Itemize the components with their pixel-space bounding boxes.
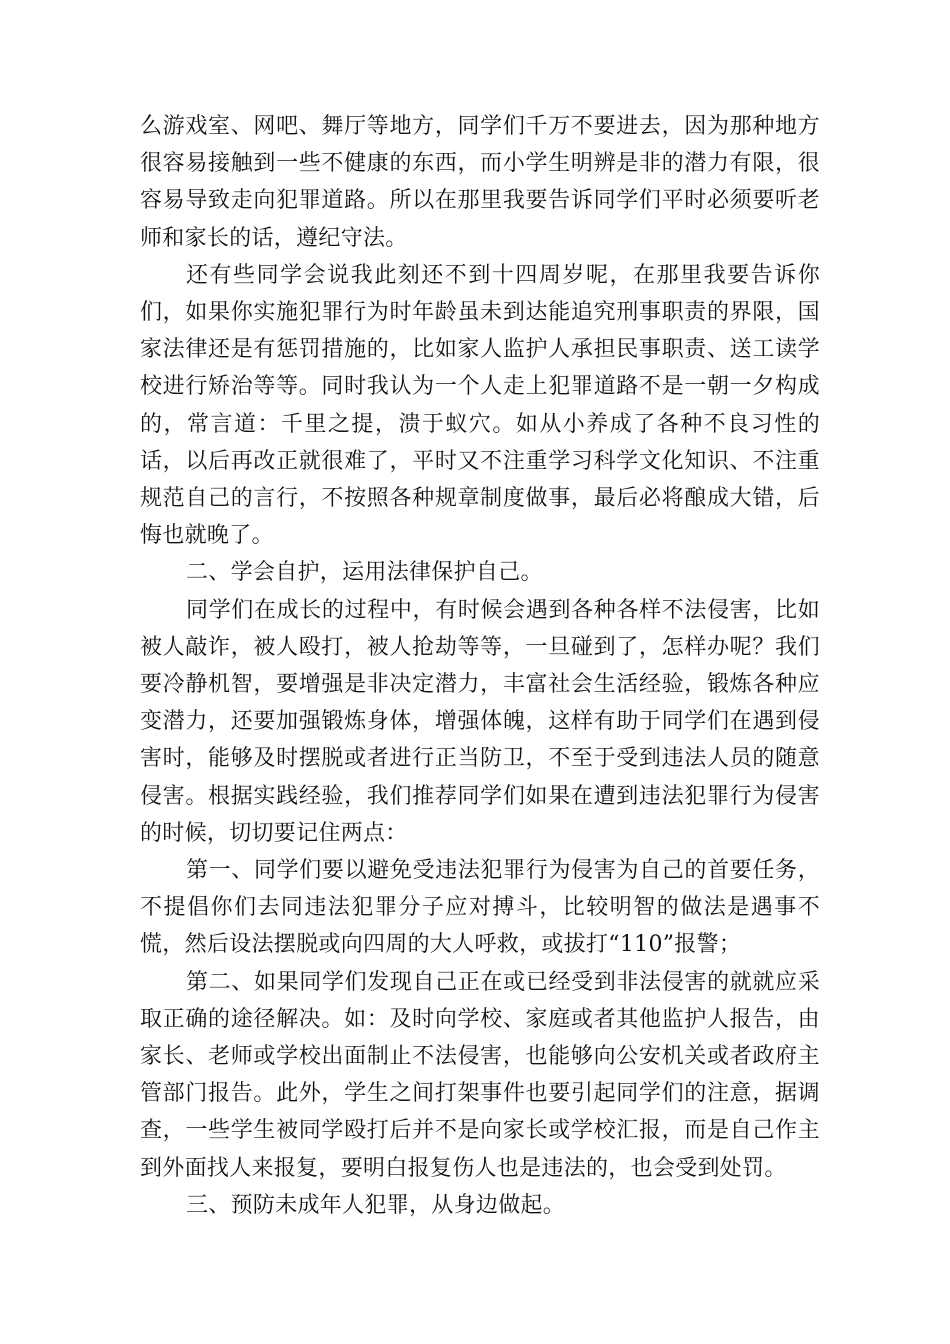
paragraph-age-responsibility: 还有些同学会说我此刻还不到十四周岁呢，在那里我要告诉你们，如果你实施犯罪行为时年龄虽未到达能追究刑事职责的界限，国家法律还是有惩罚措施的，比如家人监护人承担民事职责、送工读学校进行矫治等等。同时我认为一个人走上犯罪道路不是一朝一夕构成的，常言道：千里之提，溃于蚁穴。如从小养成了各种不良习性的话，以后再改正就很难了，平时又不注重学习科学文化知识、不注重规范自己的言行，不按照各种规章制度做事，最后必将酿成大错，后悔也就晚了。	[140, 262, 820, 549]
paragraph-point-two: 第二、如果同学们发现自己正在或已经受到非法侵害的就就应采取正确的途径解决。如：及时向学校、家庭或者其他监护人报告，由家长、老师或学校出面制止不法侵害，也能够向公安机关或者政府主管部门报告。此外，学生之间打架事件也要引起同学们的注意，据调查，一些学生被同学殴打后并不是向家长或学校汇报，而是自己作主到外面找人来报复，要明白报复伤人也是违法的，也会受到处罚。	[140, 969, 820, 1181]
paragraph-point-one: 第一、同学们要以避免受违法犯罪行为侵害为自己的首要任务，不提倡你们去同违法犯罪分子应对搏斗，比较明智的做法是遇事不慌，然后设法摆脱或向四周的大人呼救，或拔打“110”报警；	[140, 858, 820, 958]
section-heading-prevention: 三、预防未成年人犯罪，从身边做起。	[186, 1192, 566, 1218]
paragraph-unlawful-infringement: 同学们在成长的过程中，有时候会遇到各种各样不法侵害，比如被人敲诈，被人殴打，被人抢劫等等，一旦碰到了，怎样办呢？我们要冷静机智，要增强是非决定潜力，丰富社会生活经验，锻炼各种应变潜力，还要加强锻炼身体，增强体魄，这样有助于同学们在遇到侵害时，能够及时摆脱或者进行正当防卫，不至于受到违法人员的随意侵害。根据实践经验，我们推荐同学们如果在遭到违法犯罪行为侵害的时候，切切要记住两点：	[140, 597, 820, 846]
document-body	[140, 108, 820, 1224]
paragraph-intro-continuation: 么游戏室、网吧、舞厅等地方，同学们千万不要进去，因为那种地方很容易接触到一些不健康的东西，而小学生明辨是非的潜力有限，很容易导致走向犯罪道路。所以在那里我要告诉同学们平时必须要听老师和家长的话，遵纪守法。	[140, 114, 820, 251]
section-heading-self-protection: 二、学会自护，运用法律保护自己。	[186, 560, 543, 586]
